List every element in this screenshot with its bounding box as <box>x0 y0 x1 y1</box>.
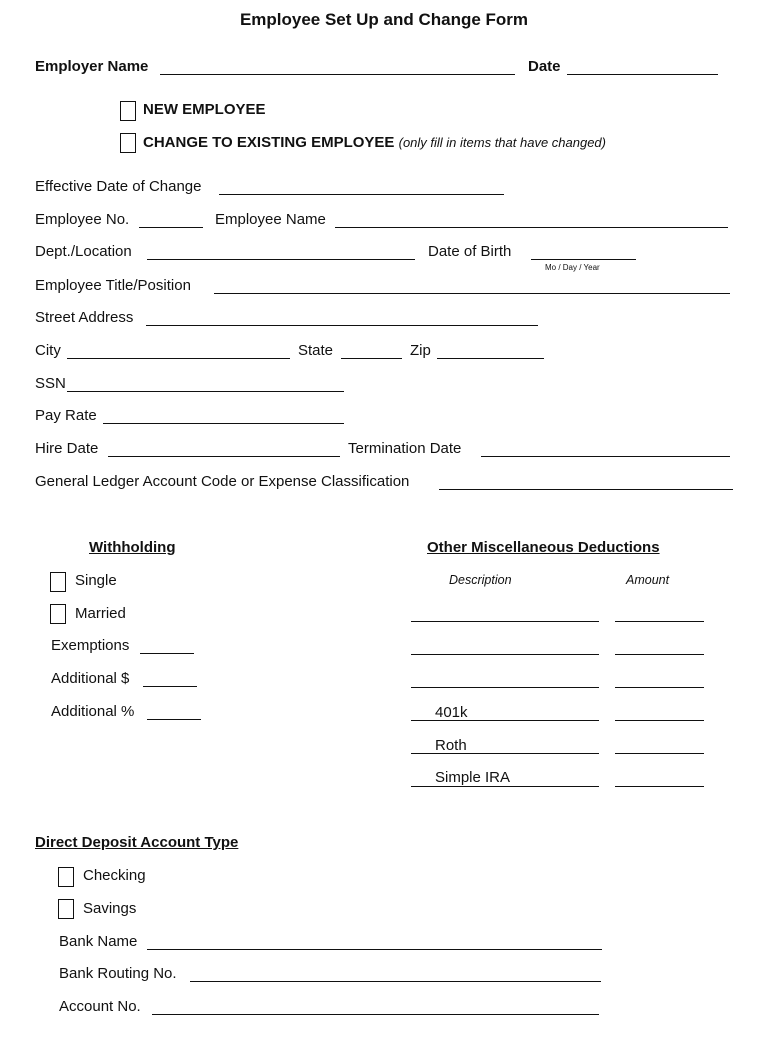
bank-name-field[interactable] <box>147 949 602 950</box>
married-checkbox[interactable] <box>50 604 66 624</box>
deduction-description-field[interactable] <box>411 621 599 622</box>
amount-column-header: Amount <box>626 573 670 587</box>
additional-dollar-field[interactable] <box>143 686 197 687</box>
dept-location-label: Dept./Location <box>35 243 132 260</box>
deductions-heading: Other Miscellaneous Deductions <box>427 539 660 556</box>
state-label: State <box>298 342 334 359</box>
termination-date-label: Termination Date <box>348 440 462 457</box>
date-field[interactable] <box>567 74 718 75</box>
deduction-401k-label: 401k <box>435 704 468 721</box>
routing-no-label: Bank Routing No. <box>59 965 177 982</box>
pay-rate-field[interactable] <box>103 423 344 424</box>
state-field[interactable] <box>341 358 402 359</box>
termination-date-field[interactable] <box>481 456 730 457</box>
employer-name-label: Employer Name <box>35 58 149 75</box>
routing-no-field[interactable] <box>190 981 601 982</box>
hire-date-label: Hire Date <box>35 440 99 457</box>
exemptions-field[interactable] <box>140 653 194 654</box>
direct-deposit-heading: Direct Deposit Account Type <box>35 834 239 851</box>
form-title: Employee Set Up and Change Form <box>239 10 529 29</box>
additional-dollar-label: Additional $ <box>51 670 130 687</box>
deduction-amount-field[interactable] <box>615 720 704 721</box>
employee-no-label: Employee No. <box>35 211 130 228</box>
married-label: Married <box>75 605 126 622</box>
savings-label: Savings <box>83 900 137 917</box>
change-employee-text: CHANGE TO EXISTING EMPLOYEE <box>143 134 395 151</box>
description-column-header: Description <box>449 573 512 587</box>
deduction-amount-field[interactable] <box>615 654 704 655</box>
new-employee-checkbox[interactable] <box>120 101 136 121</box>
deduction-amount-field[interactable] <box>615 621 704 622</box>
hire-date-field[interactable] <box>108 456 340 457</box>
street-address-field[interactable] <box>146 325 538 326</box>
title-position-label: Employee Title/Position <box>35 277 191 294</box>
dept-location-field[interactable] <box>147 259 415 260</box>
change-employee-note: (only fill in items that have changed) <box>398 135 606 150</box>
street-address-label: Street Address <box>35 309 134 326</box>
gl-code-field[interactable] <box>439 489 733 490</box>
deduction-description-field[interactable] <box>411 654 599 655</box>
account-no-field[interactable] <box>152 1014 599 1015</box>
single-checkbox[interactable] <box>50 572 66 592</box>
single-label: Single <box>75 572 117 589</box>
zip-label: Zip <box>410 342 431 359</box>
effective-date-label: Effective Date of Change <box>35 178 202 195</box>
employer-name-field[interactable] <box>160 74 515 75</box>
checking-checkbox[interactable] <box>58 867 74 887</box>
bank-name-label: Bank Name <box>59 933 138 950</box>
ssn-label: SSN <box>35 375 66 392</box>
deduction-description-field[interactable] <box>411 687 599 688</box>
city-label: City <box>35 342 61 359</box>
deduction-amount-field[interactable] <box>615 687 704 688</box>
change-employee-label <box>143 133 606 153</box>
additional-percent-label: Additional % <box>51 703 135 720</box>
date-label: Date <box>528 58 561 75</box>
date-of-birth-label: Date of Birth <box>428 243 512 260</box>
new-employee-label: NEW EMPLOYEE <box>143 101 266 118</box>
effective-date-field[interactable] <box>219 194 504 195</box>
employee-no-field[interactable] <box>139 227 203 228</box>
deduction-simple-ira-label: Simple IRA <box>435 769 511 786</box>
exemptions-label: Exemptions <box>51 637 130 654</box>
account-no-label: Account No. <box>59 998 141 1015</box>
employee-name-field[interactable] <box>335 227 728 228</box>
city-field[interactable] <box>67 358 290 359</box>
employee-name-label: Employee Name <box>215 211 326 228</box>
zip-field[interactable] <box>437 358 544 359</box>
gl-code-label: General Ledger Account Code or Expense Classification <box>35 473 410 490</box>
ssn-field[interactable] <box>67 391 344 392</box>
date-of-birth-field[interactable] <box>531 259 636 260</box>
pay-rate-label: Pay Rate <box>35 407 97 424</box>
deduction-roth-label: Roth <box>435 737 467 754</box>
deduction-amount-field[interactable] <box>615 753 704 754</box>
change-employee-checkbox[interactable] <box>120 133 136 153</box>
savings-checkbox[interactable] <box>58 899 74 919</box>
additional-percent-field[interactable] <box>147 719 201 720</box>
dob-format-hint: Mo / Day / Year <box>545 263 600 272</box>
deduction-amount-field[interactable] <box>615 786 704 787</box>
title-position-field[interactable] <box>214 293 730 294</box>
withholding-heading: Withholding <box>89 539 176 556</box>
checking-label: Checking <box>83 867 146 884</box>
